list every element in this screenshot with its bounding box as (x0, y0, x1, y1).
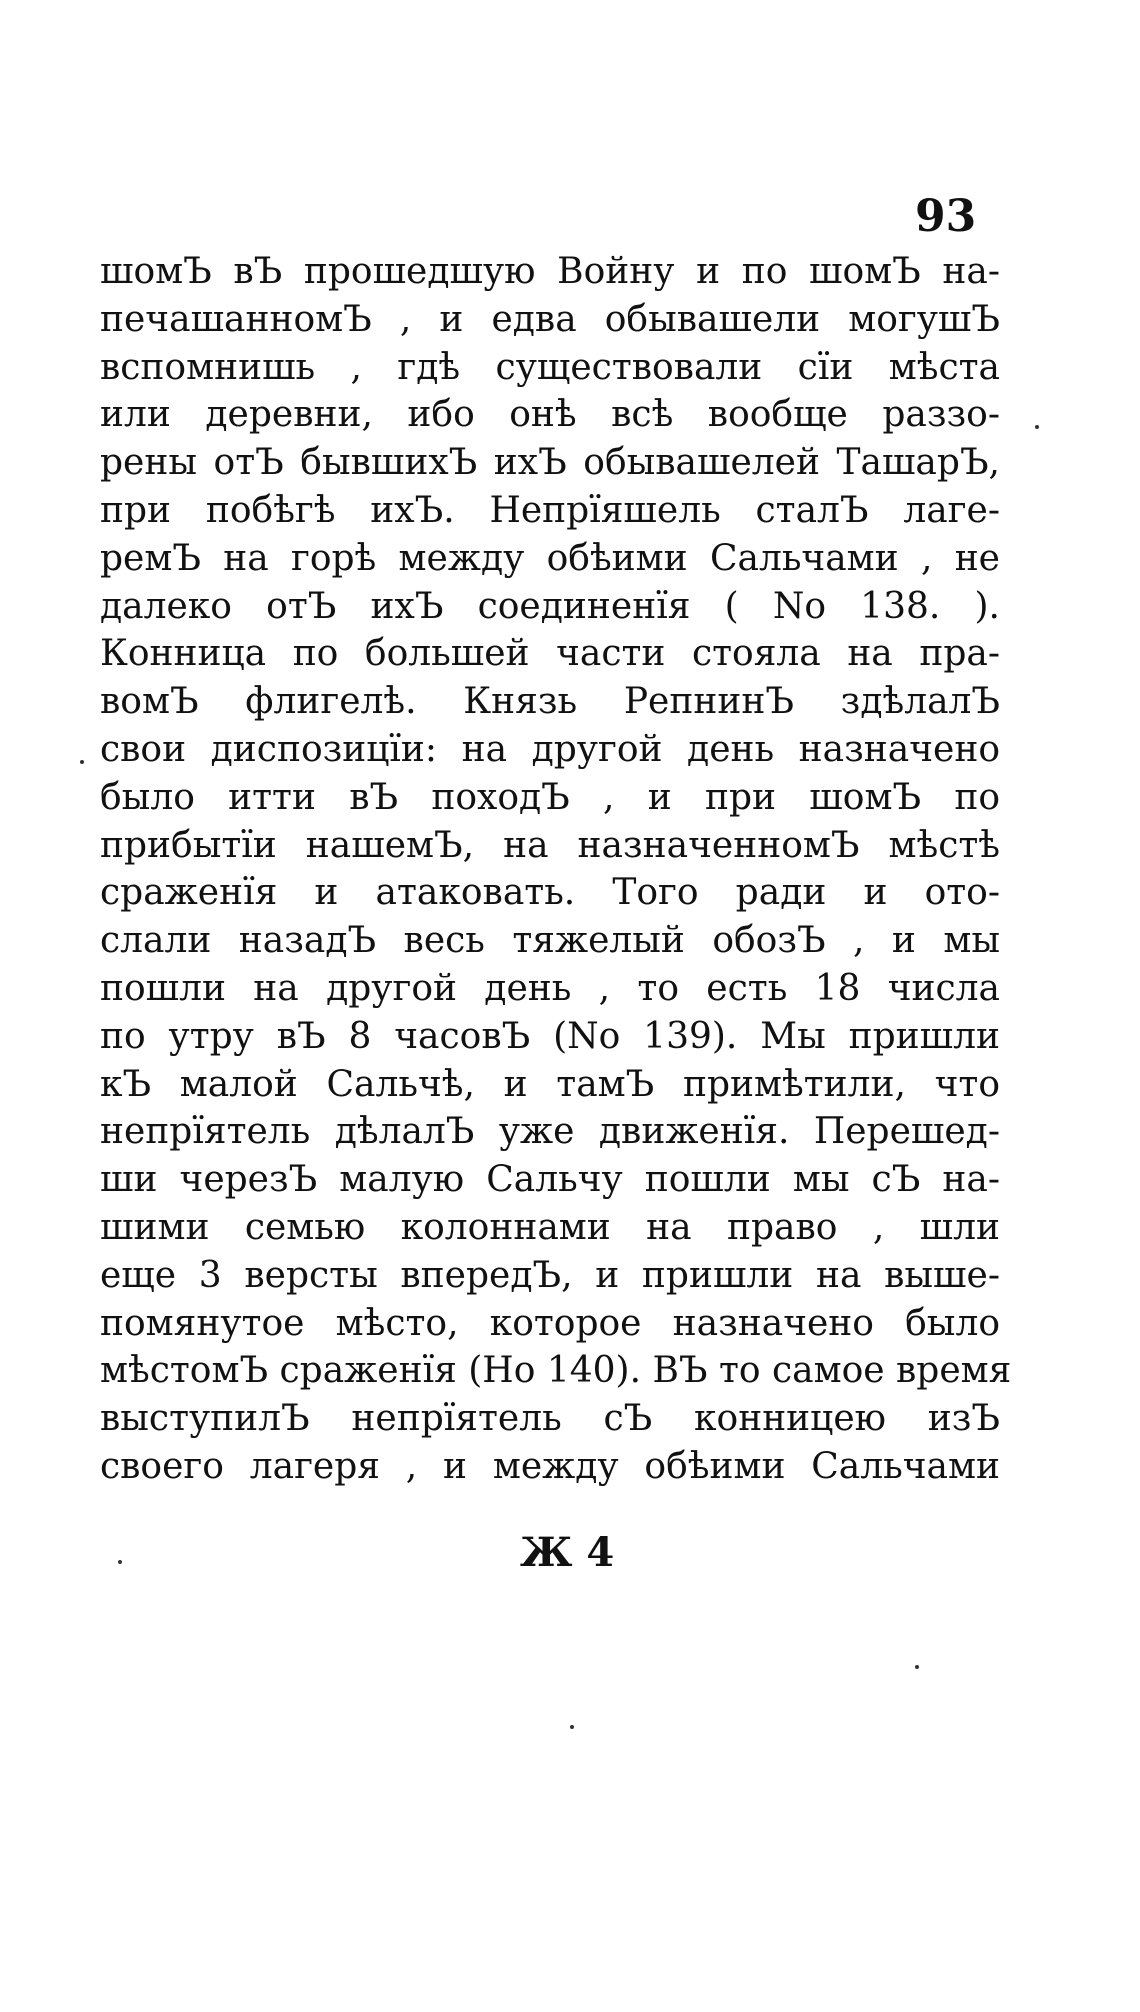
text-line: мѣстомЪ сраженїя (Но 140). ВЪ то самое время (100, 1350, 1012, 1392)
text-line: прибытїи нашемЪ, на назначенномЪ мѣстѣ (100, 824, 1000, 866)
text-line: вомЪ флигелѣ. Князь РепнинЪ здѣлалЪ (100, 681, 1000, 723)
page-number: 93 (915, 191, 977, 242)
text-line: выступилЪ непрїятель сЪ конницею изЪ (100, 1398, 1000, 1440)
text-line: еще 3 версты впередЪ, и пришли на выше- (100, 1254, 1000, 1296)
text-line: ши черезЪ малую Сальчу пошли мы сЪ на- (100, 1159, 1000, 1201)
text-line: шомЪ вЪ прошедшую Войну и по шомЪ на- (100, 251, 1000, 292)
text-line: по утру вЪ 8 часовЪ (No 139). Мы пришли (100, 1015, 1000, 1057)
paper-speck (118, 1560, 122, 1564)
text-line: Конница по большей части стояла на пра- (100, 633, 1000, 675)
text-line: печашанномЪ , и едва обывашели могушЪ (100, 298, 1000, 340)
text-line: своего лагеря , и между обѣими Сальчами (100, 1445, 1000, 1487)
text-line: пошли на другой день , то есть 18 числа (100, 967, 1000, 1009)
text-line: рены отЪ бывшихЪ ихЪ обывашелей ТашарЪ, (100, 442, 1000, 484)
text-line: слали назадЪ весь тяжелый обозЪ , и мы (100, 920, 1000, 962)
text-line: шими семью колоннами на право , шли (100, 1206, 1000, 1248)
text-line: сраженїя и атаковать. Того ради и отo- (100, 872, 1000, 914)
text-line: при побѣгѣ ихЪ. Непрїяшель сталЪ лаге- (100, 489, 1000, 531)
text-line: кЪ малой Сальчѣ, и тамЪ примѣтили, что (100, 1063, 1000, 1105)
paper-speck (80, 760, 84, 764)
text-line: было итти вЪ походЪ , и при шомЪ по (100, 776, 1000, 818)
text-line: помянутое мѣсто, которое назначено было (100, 1302, 1000, 1344)
body-text (100, 248, 1012, 1491)
text-line: далеко отЪ ихЪ соединенїя ( No 138. ). (100, 585, 1000, 627)
paper-speck (915, 1665, 919, 1669)
text-line: ремЪ на горѣ между обѣими Сальчами , не (100, 537, 1000, 579)
text-line: вспомнишь , гдѣ существовали сїи мѣста (100, 346, 1000, 388)
signature-mark: Ж 4 (520, 1529, 615, 1576)
text-line: свои диспозицїи: на другой день назначено (100, 728, 1000, 770)
paper-speck (1035, 425, 1039, 429)
text-line: непрїятель дѣлалЪ уже движенїя. Перешед- (100, 1111, 1000, 1153)
paper-speck (570, 1725, 574, 1729)
text-line: или деревни, ибо онѣ всѣ вообще раззо- (100, 394, 1000, 436)
